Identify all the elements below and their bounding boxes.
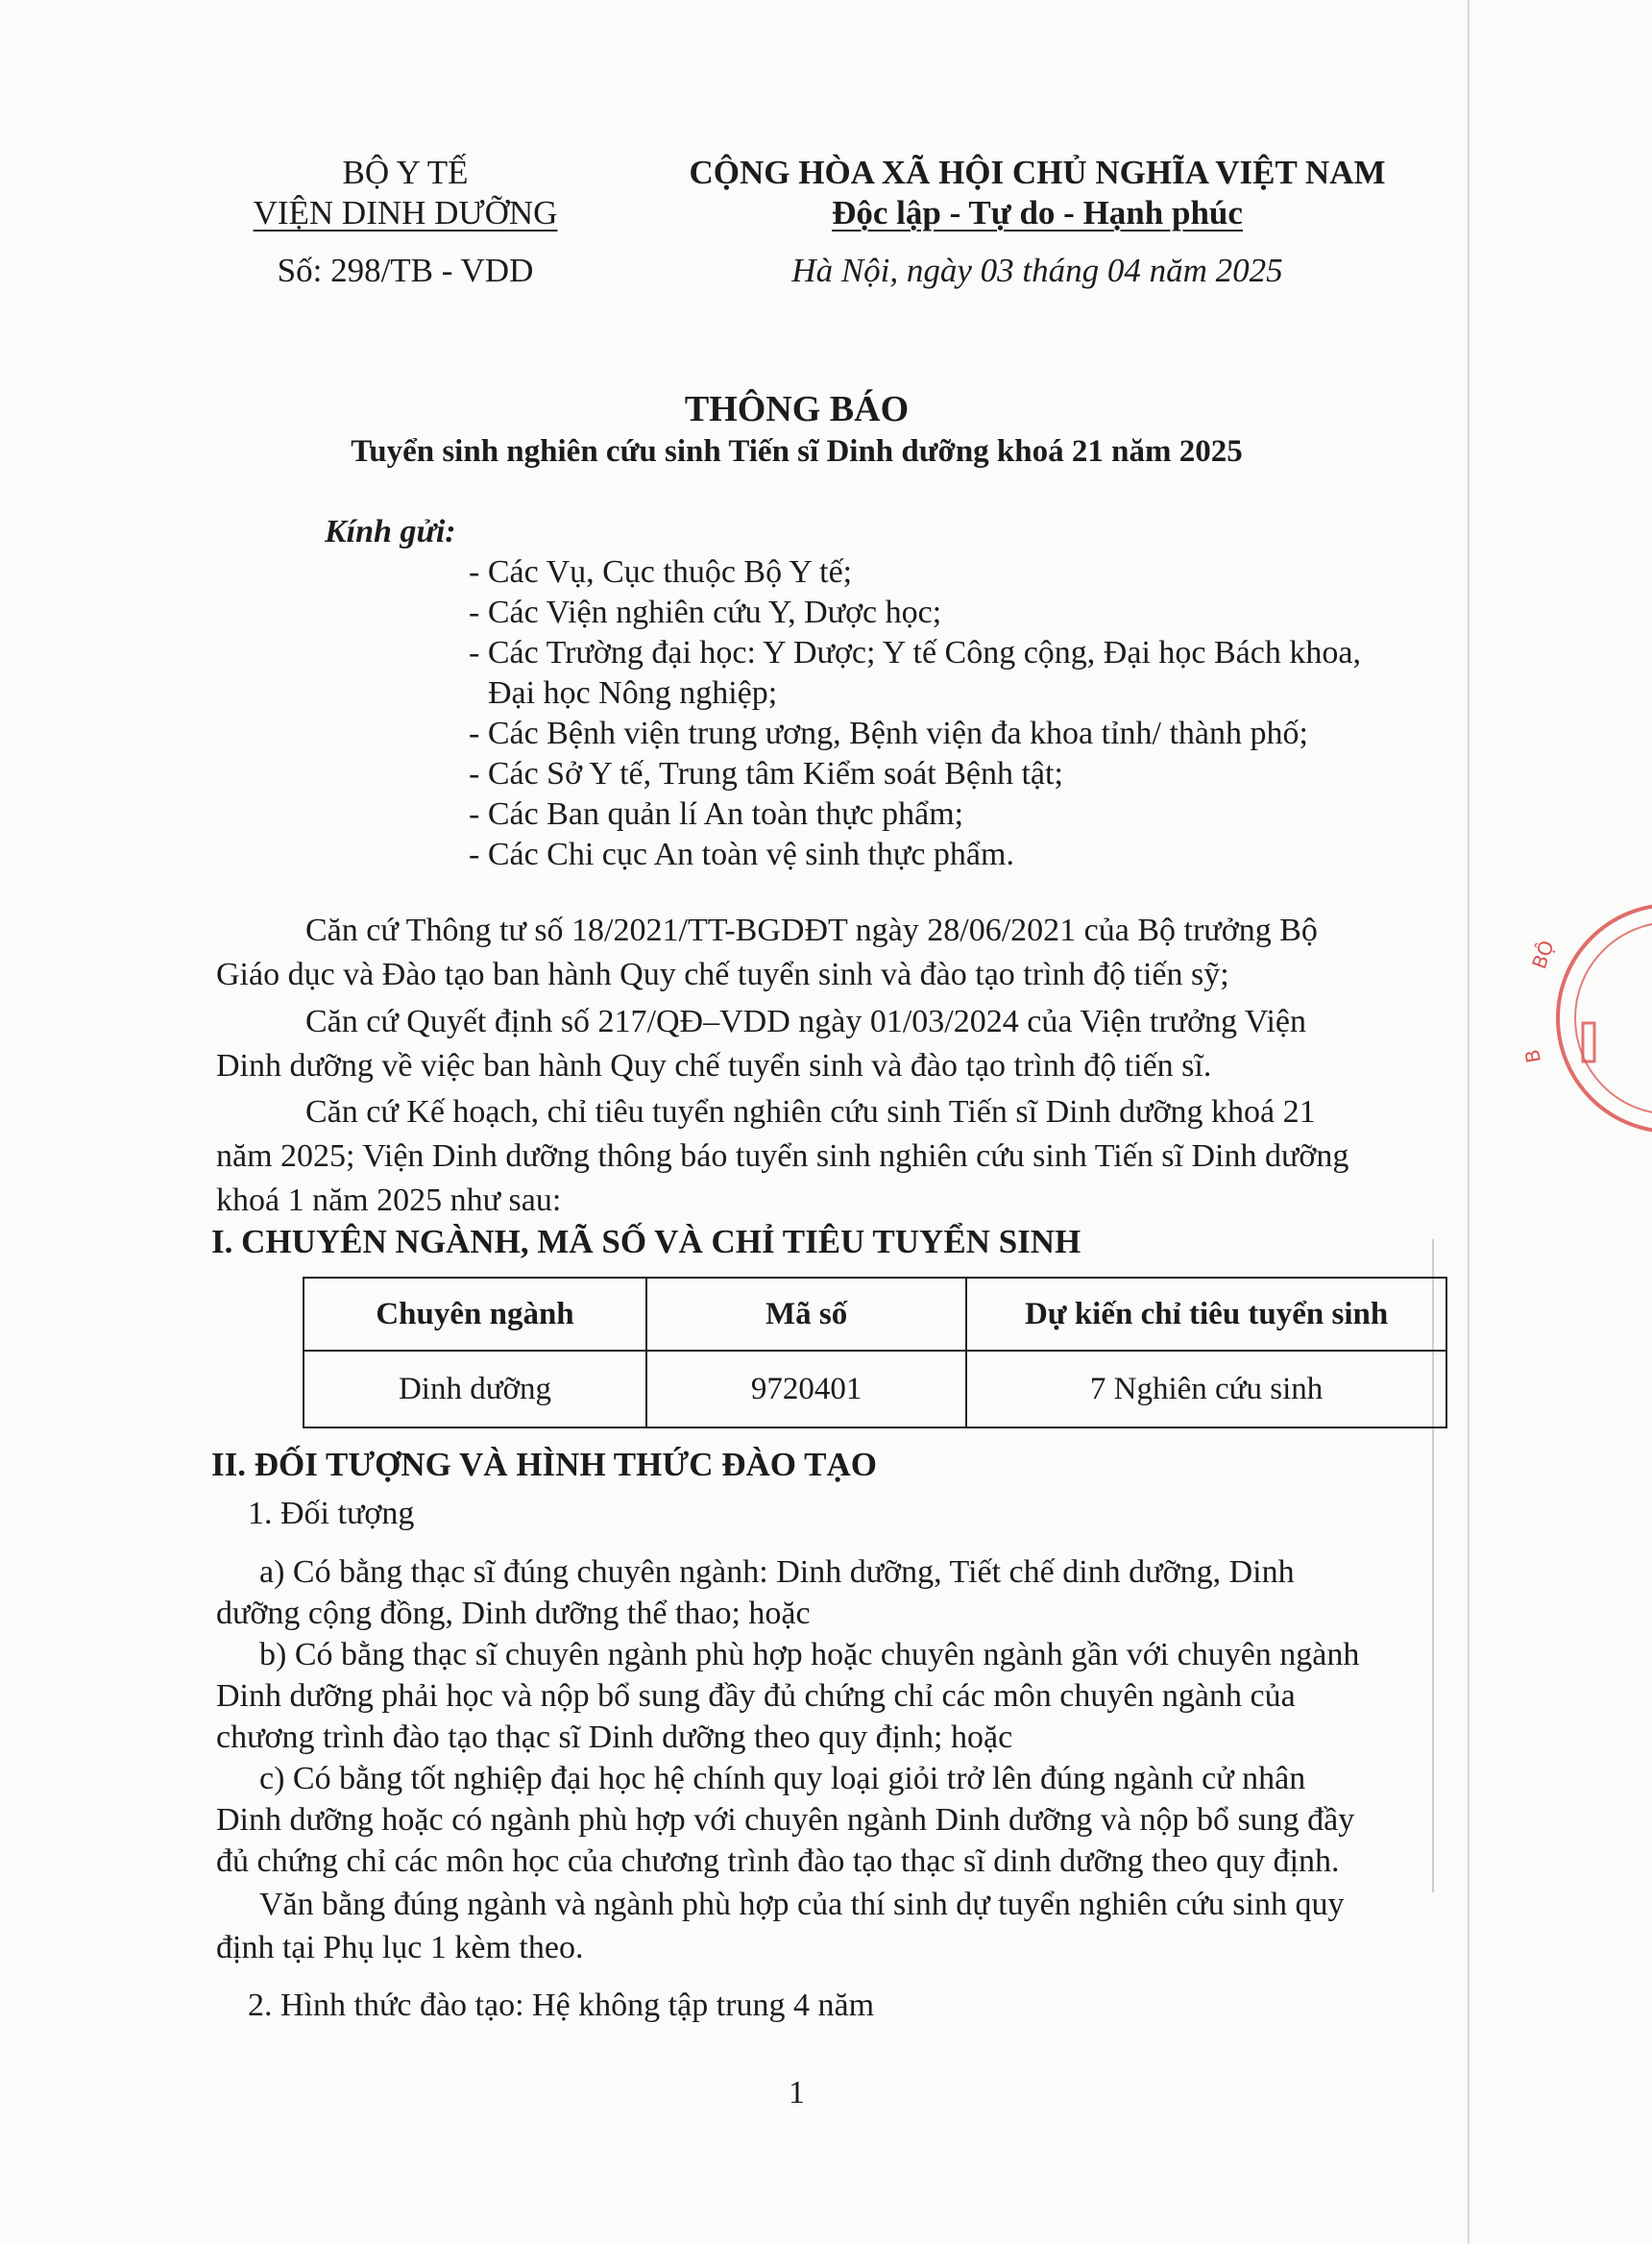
quota-table: [303, 1277, 1447, 1428]
basis-line: Căn cứ Quyết định số 217/QĐ–VDD ngày 01/03/2024 của Viện trưởng Viện: [305, 1004, 1306, 1039]
place-date: Hà Nội, ngày 03 tháng 04 năm 2025: [791, 252, 1283, 289]
item-line: chương trình đào tạo thạc sĩ Dinh dưỡng theo quy định; hoặc: [216, 1720, 1013, 1755]
table-cell: 7 Nghiên cứu sinh: [966, 1351, 1446, 1427]
basis-line: khoá 1 năm 2025 như sau:: [216, 1183, 562, 1218]
item-line: c) Có bằng tốt nghiệp đại học hệ chính quy loại giỏi trở lên đúng ngành cử nhân: [259, 1761, 1306, 1796]
national-motto-text: Độc lập - Tự do - Hạnh phúc: [832, 194, 1243, 232]
subsection-heading: 1. Đối tượng: [248, 1496, 415, 1531]
recipient-line: - Các Chi cục An toàn vệ sinh thực phẩm.: [469, 837, 1014, 872]
item-line: định tại Phụ lục 1 kèm theo.: [216, 1930, 584, 1965]
recipient-line: - Các Sở Y tế, Trung tâm Kiểm soát Bệnh tật;: [469, 756, 1063, 792]
section-2-heading: II. ĐỐI TƯỢNG VÀ HÌNH THỨC ĐÀO TẠO: [211, 1446, 877, 1483]
item-line: Dinh dưỡng hoặc có ngành phù hợp với chuyên ngành Dinh dưỡng và nộp bổ sung đầy: [216, 1802, 1355, 1838]
table-row: [304, 1351, 1446, 1427]
item-line: b) Có bằng thạc sĩ chuyên ngành phù hợp hoặc chuyên ngành gần với chuyên ngành: [259, 1637, 1360, 1672]
recipient-line: - Các Trường đại học: Y Dược; Y tế Công cộng, Đại học Bách khoa,: [469, 635, 1361, 671]
recipient-line: Đại học Nông nghiệp;: [488, 675, 778, 711]
table-cell: Dinh dưỡng: [304, 1351, 646, 1427]
basis-line: Dinh dưỡng về việc ban hành Quy chế tuyển sinh và đào tạo trình độ tiến sĩ.: [216, 1048, 1212, 1084]
recipient-line: - Các Ban quản lí An toàn thực phẩm;: [469, 796, 964, 832]
national-motto: [653, 194, 1421, 232]
table-header-cell: Chuyên ngành: [304, 1278, 646, 1351]
document-number: Số: 298/TB - VDD: [277, 252, 534, 289]
table-header-cell: Dự kiến chỉ tiêu tuyển sinh: [966, 1278, 1446, 1351]
svg-text:B: B: [1519, 1047, 1545, 1065]
institute-name: [232, 194, 578, 232]
scan-edge-line: [1468, 0, 1470, 2244]
country-name: CỘNG HÒA XÃ HỘI CHỦ NGHĨA VIỆT NAM: [689, 154, 1386, 191]
item-line: Văn bằng đúng ngành và ngành phù hợp của thí sinh dự tuyển nghiên cứu sinh quy: [259, 1887, 1345, 1922]
red-seal-stamp: [1519, 898, 1652, 1138]
svg-text:BỘ: BỘ: [1527, 937, 1559, 972]
table-header-row: [304, 1278, 1446, 1351]
recipient-line: - Các Vụ, Cục thuộc Bộ Y tế;: [469, 554, 853, 590]
recipients-label: Kính gửi:: [325, 514, 456, 549]
basis-line: năm 2025; Viện Dinh dưỡng thông báo tuyển sinh nghiên cứu sinh Tiến sĩ Dinh dưỡng: [216, 1138, 1349, 1174]
item-line: Dinh dưỡng phải học và nộp bổ sung đầy đủ chứng chỉ các môn chuyên ngành của: [216, 1678, 1296, 1714]
basis-line: Căn cứ Kế hoạch, chỉ tiêu tuyển nghiên cứu sinh Tiến sĩ Dinh dưỡng khoá 21: [305, 1094, 1316, 1130]
recipient-line: - Các Bệnh viện trung ương, Bệnh viện đa khoa tỉnh/ thành phố;: [469, 716, 1308, 751]
institute-name-text: VIỆN DINH DƯỠNG: [253, 194, 558, 232]
ministry-name: BỘ Y TẾ: [342, 154, 469, 191]
table-header-cell: Mã số: [646, 1278, 966, 1351]
item-line: a) Có bằng thạc sĩ đúng chuyên ngành: Dinh dưỡng, Tiết chế dinh dưỡng, Dinh: [259, 1554, 1295, 1590]
recipient-line: - Các Viện nghiên cứu Y, Dược học;: [469, 595, 942, 630]
subsection-heading: 2. Hình thức đào tạo: Hệ không tập trung 4 năm: [248, 1988, 875, 2023]
table-cell: 9720401: [646, 1351, 966, 1427]
page-number: 1: [789, 2075, 805, 2110]
section-1-heading: I. CHUYÊN NGÀNH, MÃ SỐ VÀ CHỈ TIÊU TUYỂN SINH: [211, 1223, 1081, 1260]
basis-line: Căn cứ Thông tư số 18/2021/TT-BGDĐT ngày 28/06/2021 của Bộ trưởng Bộ: [305, 913, 1318, 948]
basis-line: Giáo dục và Đào tạo ban hành Quy chế tuyển sinh và đào tạo trình độ tiến sỹ;: [216, 957, 1229, 992]
document-subtitle: Tuyển sinh nghiên cứu sinh Tiến sĩ Dinh dưỡng khoá 21 năm 2025: [351, 434, 1243, 469]
item-line: đủ chứng chỉ các môn học của chương trình đào tạo thạc sĩ dinh dưỡng theo quy định.: [216, 1843, 1340, 1879]
item-line: dưỡng cộng đồng, Dinh dưỡng thể thao; hoặc: [216, 1596, 811, 1631]
document-title: THÔNG BÁO: [684, 389, 910, 429]
